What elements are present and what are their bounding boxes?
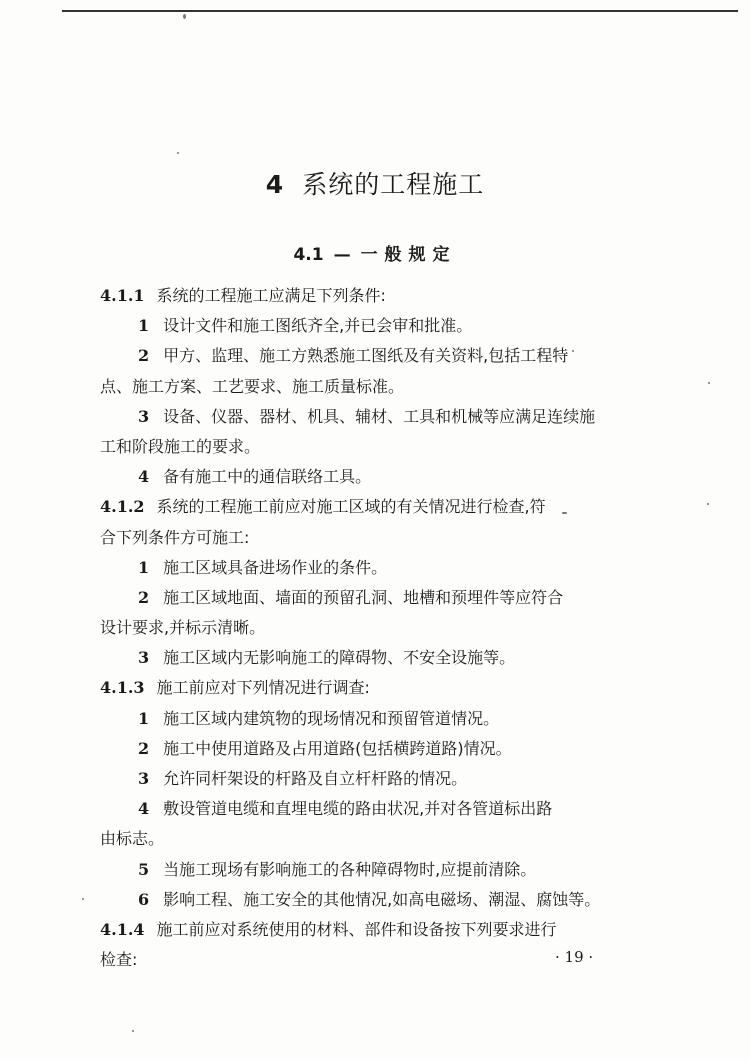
clause-number: 4.1.3 [100, 678, 145, 698]
scan-speck [82, 898, 84, 900]
item-number: 2 [138, 738, 150, 758]
page-number: · 19 · [555, 948, 594, 966]
item-text: 当施工现场有影响施工的各种障碍物时,应提前清除。 [163, 859, 537, 879]
clause-4-1-3 [100, 673, 640, 703]
item-text: 备有施工中的通信联络工具。 [163, 467, 372, 487]
list-item [100, 583, 640, 613]
item-number: 2 [138, 346, 150, 366]
section-heading [0, 240, 750, 265]
item-text: 施工区域内无影响施工的障碍物、不安全设施等。 [163, 648, 516, 668]
clause-number: 4.1.4 [100, 919, 145, 939]
clause-4-1-2 [100, 492, 640, 522]
list-item [100, 704, 640, 734]
list-item [100, 794, 640, 824]
item-continuation: 工和阶段施工的要求。 [100, 436, 261, 456]
item-continuation: 由标志。 [100, 829, 165, 849]
clause-4-1-1 [100, 281, 640, 311]
scan-speck [132, 1030, 134, 1032]
clause-number: 4.1.1 [100, 286, 145, 305]
item-text: 施工区域地面、墙面的预留孔洞、地槽和预埋件等应符合 [163, 587, 564, 607]
chapter-number: 4 [265, 170, 285, 199]
chapter-heading [0, 165, 750, 201]
scan-speck [707, 503, 709, 505]
item-text: 允许同杆架设的杆路及自立杆杆路的情况。 [163, 769, 468, 788]
item-number: 1 [138, 557, 150, 577]
item-number: 6 [138, 889, 150, 909]
item-number: 4 [138, 467, 150, 487]
clause-text: 施工前应对系统使用的材料、部件和设备按下列要求进行 [156, 919, 557, 939]
section-separator: — [333, 245, 351, 265]
item-text: 甲方、监理、施工方熟悉施工图纸及有关资料,包括工程特 [163, 346, 569, 366]
list-item [100, 764, 640, 794]
body-text [100, 281, 640, 975]
item-number: 3 [138, 648, 150, 668]
clause-continuation: 合下列条件方可施工: [100, 527, 250, 547]
list-item [100, 643, 640, 673]
clause-number: 4.1.2 [100, 497, 145, 517]
item-text: 施工中使用道路及占用道路(包括横跨道路)情况。 [163, 738, 512, 758]
list-item [100, 855, 640, 885]
section-number: 4.1 [293, 245, 324, 265]
list-item [100, 885, 640, 915]
list-item [100, 553, 640, 583]
item-text: 敷设管道电缆和直埋电缆的路由状况,并对各管道标出路 [163, 799, 553, 819]
item-text: 影响工程、施工安全的其他情况,如高电磁场、潮湿、腐蚀等。 [163, 889, 601, 909]
item-number: 3 [138, 769, 150, 788]
item-continuation: 点、施工方案、工艺要求、施工质量标准。 [100, 376, 405, 396]
item-number: 4 [138, 799, 150, 819]
item-text: 施工区域内建筑物的现场情况和预留管道情况。 [163, 708, 500, 728]
chapter-title: 系统的工程施工 [302, 170, 485, 199]
item-number: 1 [138, 316, 150, 336]
list-item [100, 311, 640, 341]
item-number: 2 [138, 587, 150, 607]
clause-text: 施工前应对下列情况进行调查: [156, 678, 370, 698]
clause-4-1-4 [100, 915, 640, 945]
clause-text: 系统的工程施工前应对施工区域的有关情况进行检查,符 [156, 497, 546, 517]
item-number: 1 [138, 708, 150, 728]
item-text: 设备、仪器、器材、机具、辅材、工具和机械等应满足连续施 [163, 406, 596, 426]
scan-speck [183, 14, 186, 19]
scan-speck [177, 152, 179, 154]
clause-continuation: 检查: [100, 950, 138, 970]
item-text: 施工区域具备进场作业的条件。 [163, 557, 388, 577]
list-item [100, 734, 640, 764]
top-edge-rule [62, 10, 738, 12]
clause-text: 系统的工程施工应满足下列条件: [156, 286, 386, 305]
list-item [100, 402, 640, 432]
item-continuation: 设计要求,并标示清晰。 [100, 618, 266, 638]
section-title: 一般规定 [360, 245, 457, 265]
list-item [100, 341, 640, 371]
item-number: 5 [138, 859, 150, 879]
list-item [100, 462, 640, 492]
scan-speck [708, 382, 710, 384]
item-text: 设计文件和施工图纸齐全,并已会审和批准。 [163, 316, 473, 336]
item-number: 3 [138, 406, 150, 426]
